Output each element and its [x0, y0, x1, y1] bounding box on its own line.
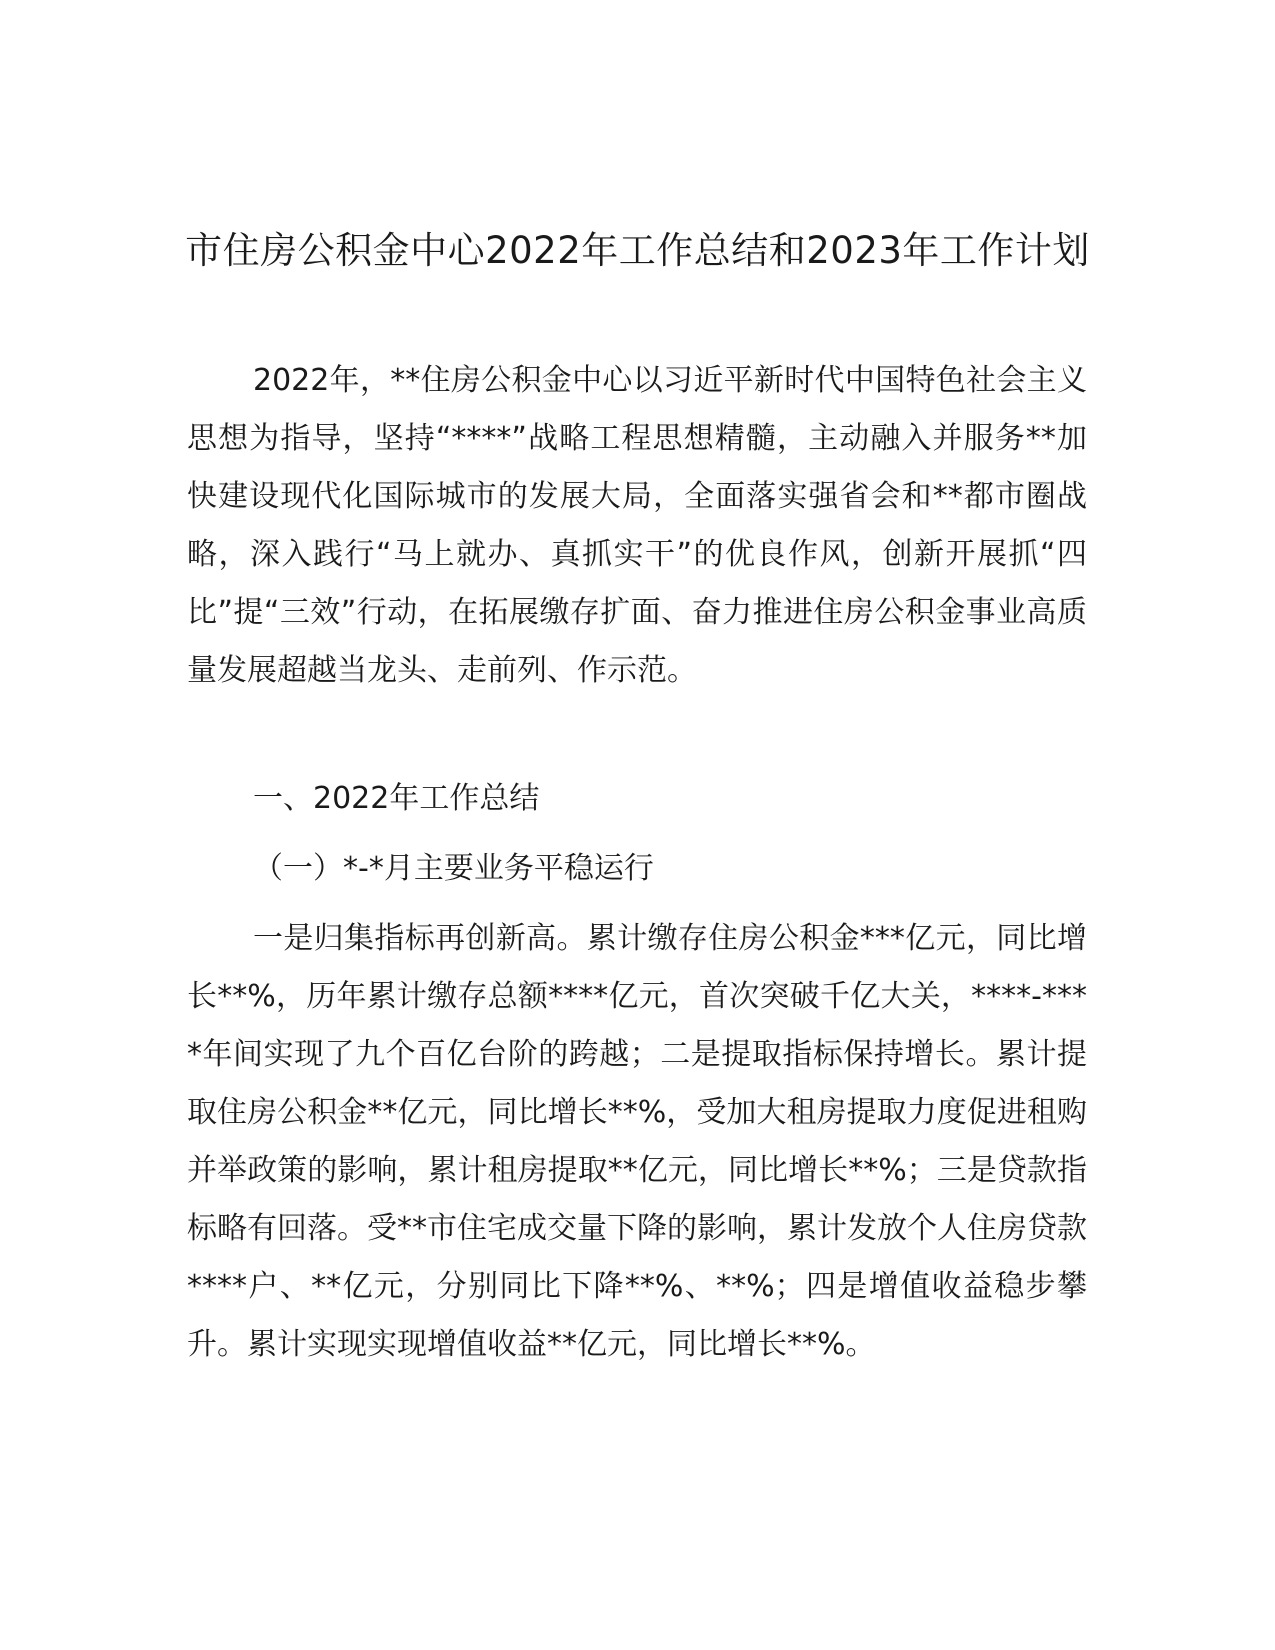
intro-paragraph: 2022年，**住房公积金中心以习近平新时代中国特色社会主义思想为指导，坚持“****”战略工程思想精髓，主动融入并服务**加快建设现代化国际城市的发展大局，全面落实强省会和**都市圈战略，深入践行“马上就办、真抓实干”的优良作风，创新开展抓“四比”提“三效”行动，在拓展缴存扩面、奋力推进住房公积金事业高质量发展超越当龙头、走前列、作示范。	[187, 363, 1087, 688]
section-heading: 一、2022年工作总结	[253, 781, 540, 816]
document-title: 市住房公积金中心2022年工作总结和2023年工作计划	[185, 229, 1090, 272]
indicators-paragraph: 一是归集指标再创新高。累计缴存住房公积金***亿元，同比增长**%，历年累计缴存总额****亿元，首次突破千亿大关，****-****年间实现了九个百亿台阶的跨越；二是提取指标保持增长。累计提取住房公积金**亿元，同比增长**%，受加大租房提取力度促进租购并举政策的影响，累计租房提取**亿元，同比增长**%；三是贷款指标略有回落。受**市住宅成交量下降的影响，累计发放个人住房贷款****户、**亿元，分别同比下降**%、**%；四是增值收益稳步攀升。累计实现实现增值收益**亿元，同比增长**%。	[187, 921, 1087, 1362]
subsection-heading: （一）*-*月主要业务平稳运行	[253, 851, 654, 886]
